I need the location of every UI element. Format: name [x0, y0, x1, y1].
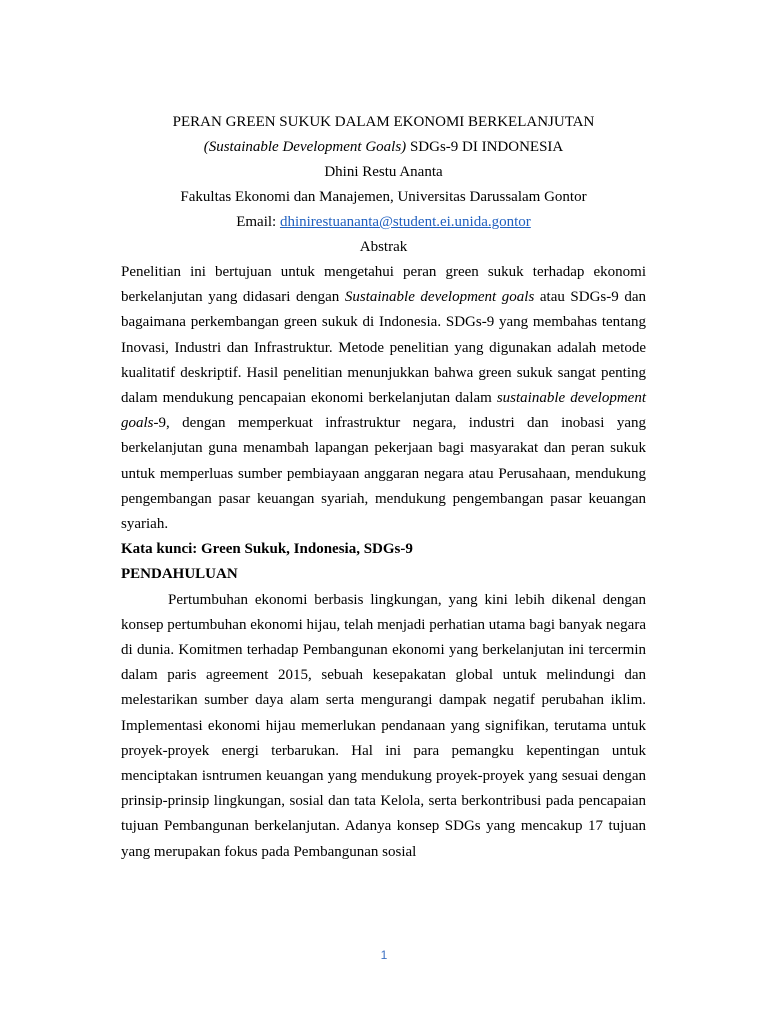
abstract-text-2: atau SDGs-9 dan bagaimana perkembangan green sukuk di Indonesia. SDGs-9 yang membahas tentang Inovasi, Industri dan Infrastruktur. Metode penelitian yang digunakan adalah metode kualitatif deskriptif. Hasil penelitian menunjukkan bahwa green sukuk sangat penting dalam mendukung pencapaian ekonomi berkelanjutan dalam: [121, 289, 646, 407]
abstract-text-1: Penelitian ini bertujuan untuk mengetahui peran green sukuk terhadap ekonomi berkelanjutan yang didasari dengan: [121, 264, 646, 306]
introduction-body: Pertumbuhan ekonomi berbasis lingkungan, yang kini lebih dikenal dengan konsep pertumbuhan ekonomi hijau, telah menjadi perhatian utama bagi banyak negara di dunia. Komitmen terhadap Pembangunan ekonomi yang berkelanjutan ini tercermin dalam paris agreement 2015, sebuah kesepakatan global untuk melindungi dan melestarikan sumber daya alam serta mengurangi dampak negatif perubahan iklim. Implementasi ekonomi hijau memerlukan pendanaan yang signifikan, terutama untuk proyek-proyek energi terbarukan. Hal ini para pemangku kepentingan untuk menciptakan isntrumen keuangan yang mendukung proyek-proyek yang sesuai dengan prinsip-prinsip lingkungan, sosial dan tata Kelola, serta berkontribusi pada pencapaian tujuan Pembangunan berkelanjutan. Adanya konsep SDGs yang mencakup 17 tujuan yang merupakan fokus pada Pembangunan sosial: [121, 591, 646, 860]
paper-subtitle: [121, 135, 646, 160]
subtitle-italic: (Sustainable Development Goals): [203, 139, 407, 155]
abstract-heading: Abstrak: [359, 239, 408, 255]
introduction-heading: PENDAHULUAN: [121, 566, 238, 583]
abstract-italic-1: Sustainable development goals: [344, 289, 535, 306]
author-name: Dhini Restu Ananta: [324, 164, 443, 180]
keywords: Kata kunci: Green Sukuk, Indonesia, SDGs-9: [121, 541, 413, 558]
email-label: Email:: [236, 214, 280, 230]
abstract-text-3: -9, dengan memperkuat infrastruktur negara, industri dan inobasi yang berkelanjutan guna menambah lapangan pekerjaan bagi masyarakat dan peran sukuk untuk memperluas sumber pembiayaan anggaran negara atau Perusahaan, mendukung pengembangan pasar keuangan syariah, mendukung pengembangan pasar keuangan syariah.: [121, 415, 646, 533]
abstract-body: [121, 260, 646, 537]
abstract-italic-2: sustainable development goals: [121, 390, 646, 432]
paper-title: PERAN GREEN SUKUK DALAM EKONOMI BERKELANJUTAN: [172, 114, 595, 130]
subtitle-rest: SDGs-9 DI INDONESIA: [406, 139, 564, 155]
page-content: [121, 110, 646, 865]
email-link[interactable]: dhinirestuananta@student.ei.unida.gontor: [279, 214, 531, 230]
affiliation: Fakultas Ekonomi dan Manajemen, Universitas Darussalam Gontor: [180, 189, 587, 205]
page-number: 1: [380, 948, 388, 962]
email-line: [121, 210, 646, 235]
